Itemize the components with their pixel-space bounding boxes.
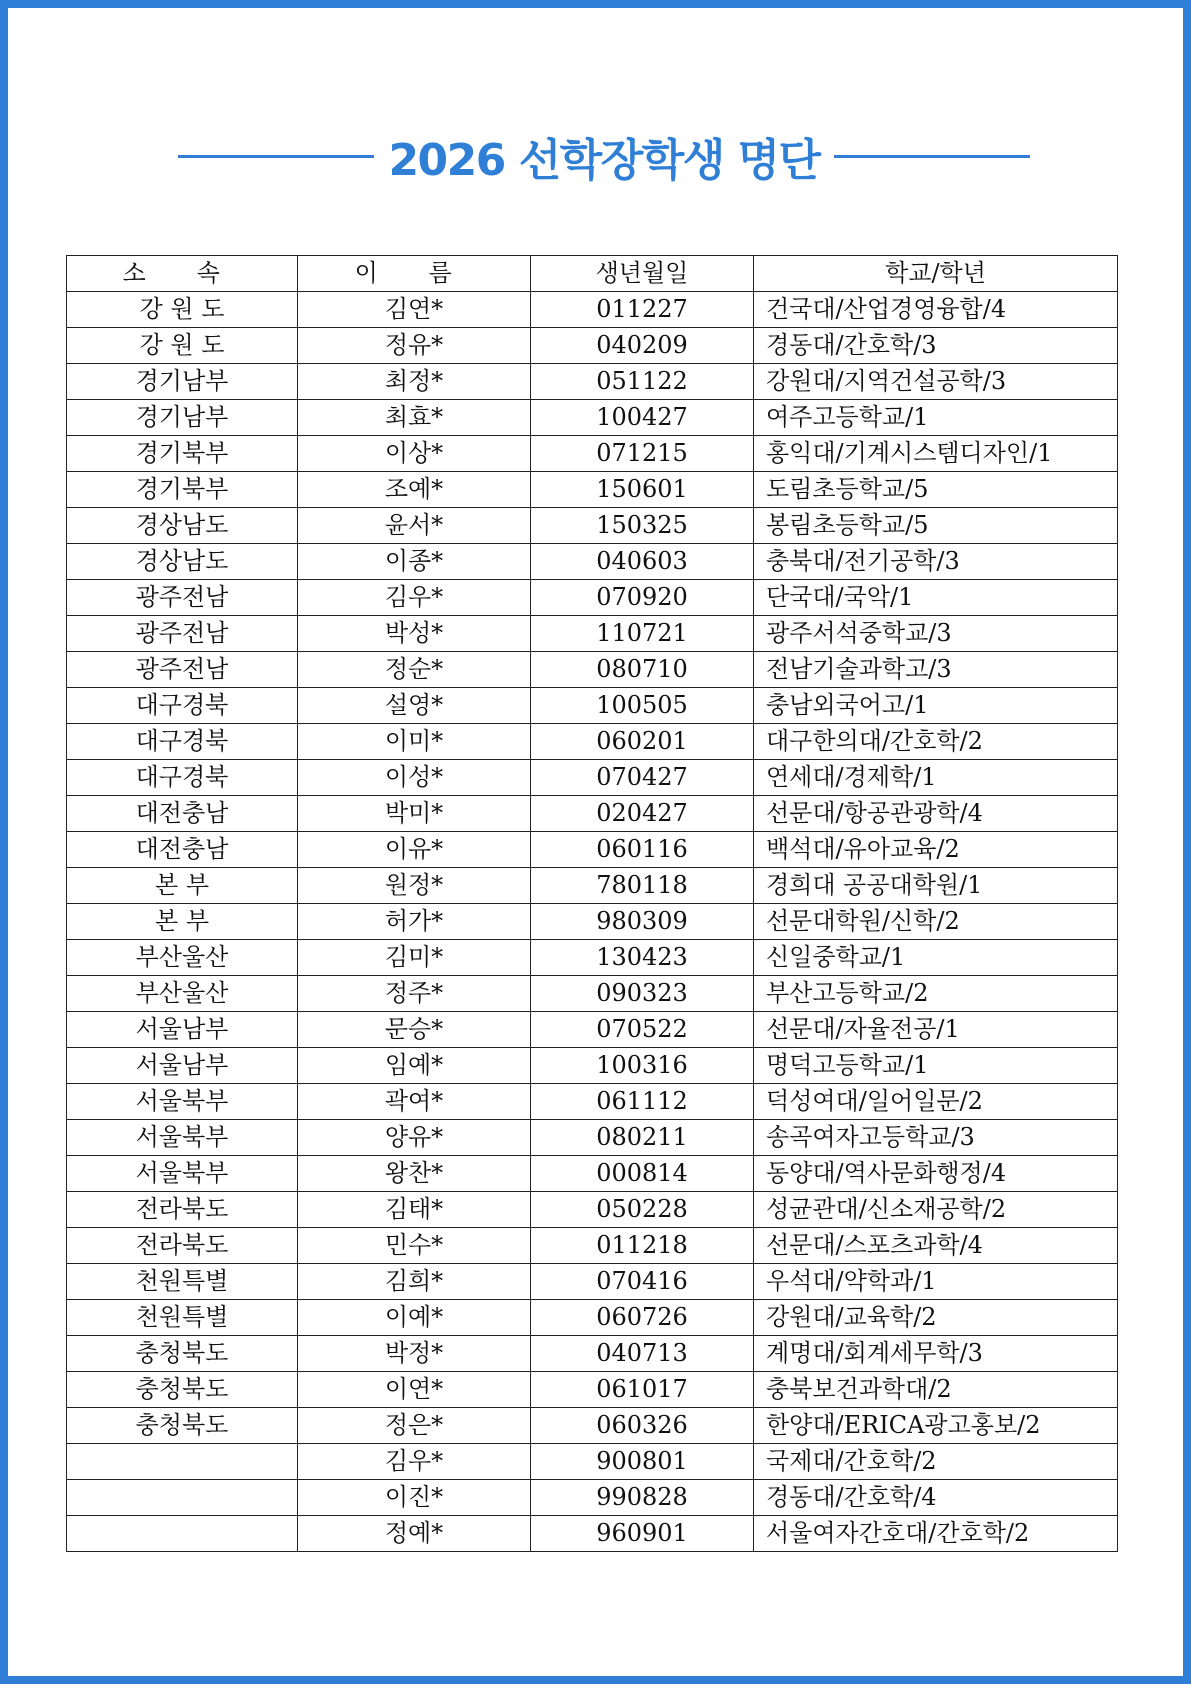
cell-name: 김우* [298,1444,531,1480]
cell-school-grade: 경희대 공공대학원/1 [754,868,1118,904]
table-row [67,1336,1118,1372]
cell-name: 이유* [298,832,531,868]
cell-name: 허가* [298,904,531,940]
cell-affiliation: 서울남부 [67,1048,298,1084]
cell-affiliation: 강 원 도 [67,292,298,328]
cell-school-grade: 부산고등학교/2 [754,976,1118,1012]
cell-affiliation: 대전충남 [67,832,298,868]
cell-school-grade: 덕성여대/일어일문/2 [754,1084,1118,1120]
cell-birthdate: 100505 [531,688,754,724]
cell-affiliation: 광주전남 [67,580,298,616]
cell-birthdate: 960901 [531,1516,754,1552]
cell-name: 김연* [298,292,531,328]
cell-birthdate: 070427 [531,760,754,796]
cell-name: 이연* [298,1372,531,1408]
cell-school-grade: 송곡여자고등학교/3 [754,1120,1118,1156]
table-row [67,724,1118,760]
header-name-label: 이 름 [354,259,474,287]
cell-name: 최효* [298,400,531,436]
cell-affiliation: 천원특별 [67,1300,298,1336]
cell-name: 이성* [298,760,531,796]
cell-birthdate: 061017 [531,1372,754,1408]
cell-affiliation: 천원특별 [67,1264,298,1300]
table-row [67,1048,1118,1084]
cell-school-grade: 강원대/지역건설공학/3 [754,364,1118,400]
cell-affiliation: 대구경북 [67,760,298,796]
cell-name: 민수* [298,1228,531,1264]
cell-name: 박미* [298,796,531,832]
table-row [67,976,1118,1012]
cell-affiliation: 경기북부 [67,472,298,508]
cell-name: 양유* [298,1120,531,1156]
table-row [67,1300,1118,1336]
cell-school-grade: 선문대/항공관광학/4 [754,796,1118,832]
cell-birthdate: 040603 [531,544,754,580]
cell-name: 윤서* [298,508,531,544]
cell-affiliation: 서울북부 [67,1156,298,1192]
header-row [67,256,1118,292]
table-row [67,616,1118,652]
title-rule-right [834,155,1030,158]
cell-affiliation: 경상남도 [67,544,298,580]
cell-name: 곽여* [298,1084,531,1120]
cell-school-grade: 충북보건과학대/2 [754,1372,1118,1408]
cell-affiliation: 전라북도 [67,1192,298,1228]
cell-affiliation: 대구경북 [67,688,298,724]
table-row [67,328,1118,364]
cell-birthdate: 051122 [531,364,754,400]
table-row [67,1408,1118,1444]
header-affiliation-label: 소 속 [122,259,242,287]
cell-name: 정예* [298,1516,531,1552]
table-body [67,292,1118,1552]
table-row [67,868,1118,904]
scholarship-roster-table [66,255,1118,1552]
table-row [67,940,1118,976]
cell-birthdate: 040209 [531,328,754,364]
cell-affiliation: 광주전남 [67,652,298,688]
header-name [298,256,531,292]
cell-name: 정유* [298,328,531,364]
cell-school-grade: 도림초등학교/5 [754,472,1118,508]
table-row [67,652,1118,688]
cell-affiliation: 부산울산 [67,940,298,976]
cell-school-grade: 한양대/ERICA광고홍보/2 [754,1408,1118,1444]
cell-name: 이미* [298,724,531,760]
cell-birthdate: 150601 [531,472,754,508]
cell-birthdate: 011218 [531,1228,754,1264]
cell-school-grade: 연세대/경제학/1 [754,760,1118,796]
cell-affiliation: 경기남부 [67,364,298,400]
cell-school-grade: 계명대/회계세무학/3 [754,1336,1118,1372]
cell-name: 최정* [298,364,531,400]
cell-affiliation: 경기북부 [67,436,298,472]
cell-school-grade: 선문대/스포츠과학/4 [754,1228,1118,1264]
cell-affiliation: 서울북부 [67,1120,298,1156]
cell-affiliation: 서울남부 [67,1012,298,1048]
cell-birthdate: 070920 [531,580,754,616]
table-row [67,436,1118,472]
cell-school-grade: 국제대/간호학/2 [754,1444,1118,1480]
cell-school-grade: 백석대/유아교육/2 [754,832,1118,868]
cell-name: 설영* [298,688,531,724]
cell-affiliation: 서울북부 [67,1084,298,1120]
cell-school-grade: 충북대/전기공학/3 [754,544,1118,580]
cell-name: 이예* [298,1300,531,1336]
cell-affiliation [67,1444,298,1480]
cell-affiliation: 경기남부 [67,400,298,436]
cell-birthdate: 110721 [531,616,754,652]
cell-birthdate: 980309 [531,904,754,940]
cell-school-grade: 경동대/간호학/4 [754,1480,1118,1516]
cell-name: 김희* [298,1264,531,1300]
table-row [67,1084,1118,1120]
table-row [67,544,1118,580]
cell-name: 원정* [298,868,531,904]
cell-birthdate: 780118 [531,868,754,904]
cell-affiliation: 강 원 도 [67,328,298,364]
table-row [67,580,1118,616]
cell-school-grade: 홍익대/기계시스템디자인/1 [754,436,1118,472]
header-birthdate: 생년월일 [531,256,754,292]
cell-school-grade: 여주고등학교/1 [754,400,1118,436]
cell-name: 박성* [298,616,531,652]
header-affiliation [67,256,298,292]
cell-name: 정순* [298,652,531,688]
table-row [67,1192,1118,1228]
table-row [67,832,1118,868]
table-row [67,688,1118,724]
title-rule-left [178,155,374,158]
table-row [67,508,1118,544]
cell-school-grade: 강원대/교육학/2 [754,1300,1118,1336]
cell-affiliation: 경상남도 [67,508,298,544]
cell-affiliation: 부산울산 [67,976,298,1012]
cell-school-grade: 선문대학원/신학/2 [754,904,1118,940]
cell-name: 이상* [298,436,531,472]
cell-affiliation [67,1480,298,1516]
cell-birthdate: 130423 [531,940,754,976]
cell-name: 문승* [298,1012,531,1048]
cell-birthdate: 020427 [531,796,754,832]
cell-birthdate: 060116 [531,832,754,868]
table-row [67,292,1118,328]
table-row [67,1264,1118,1300]
cell-birthdate: 040713 [531,1336,754,1372]
cell-birthdate: 060201 [531,724,754,760]
table-row [67,1480,1118,1516]
table-row [67,1156,1118,1192]
cell-school-grade: 광주서석중학교/3 [754,616,1118,652]
cell-birthdate: 900801 [531,1444,754,1480]
table-row [67,796,1118,832]
cell-birthdate: 080710 [531,652,754,688]
cell-affiliation: 충청북도 [67,1408,298,1444]
cell-birthdate: 080211 [531,1120,754,1156]
cell-name: 이종* [298,544,531,580]
cell-school-grade: 경동대/간호학/3 [754,328,1118,364]
cell-affiliation: 대구경북 [67,724,298,760]
cell-birthdate: 060726 [531,1300,754,1336]
cell-school-grade: 우석대/약학과/1 [754,1264,1118,1300]
table-row [67,904,1118,940]
cell-birthdate: 070522 [531,1012,754,1048]
cell-birthdate: 150325 [531,508,754,544]
cell-affiliation: 충청북도 [67,1336,298,1372]
cell-birthdate: 061112 [531,1084,754,1120]
cell-school-grade: 봉림초등학교/5 [754,508,1118,544]
cell-school-grade: 동양대/역사문화행정/4 [754,1156,1118,1192]
cell-birthdate: 071215 [531,436,754,472]
cell-affiliation: 광주전남 [67,616,298,652]
cell-school-grade: 신일중학교/1 [754,940,1118,976]
cell-birthdate: 090323 [531,976,754,1012]
page-title: 2026 선학장학생 명단 [388,135,820,186]
cell-school-grade: 선문대/자율전공/1 [754,1012,1118,1048]
cell-school-grade: 서울여자간호대/간호학/2 [754,1516,1118,1552]
cell-birthdate: 011227 [531,292,754,328]
cell-affiliation: 충청북도 [67,1372,298,1408]
cell-school-grade: 대구한의대/간호학/2 [754,724,1118,760]
table-row [67,364,1118,400]
table-row [67,1444,1118,1480]
cell-name: 정주* [298,976,531,1012]
cell-school-grade: 건국대/산업경영융합/4 [754,292,1118,328]
table-row [67,1228,1118,1264]
cell-birthdate: 070416 [531,1264,754,1300]
cell-name: 이진* [298,1480,531,1516]
cell-name: 왕찬* [298,1156,531,1192]
cell-birthdate: 990828 [531,1480,754,1516]
cell-name: 조예* [298,472,531,508]
cell-birthdate: 100316 [531,1048,754,1084]
cell-school-grade: 충남외국어고/1 [754,688,1118,724]
table-row [67,1012,1118,1048]
cell-affiliation: 본 부 [67,904,298,940]
table-row [67,1120,1118,1156]
cell-birthdate: 000814 [531,1156,754,1192]
cell-affiliation: 본 부 [67,868,298,904]
cell-school-grade: 성균관대/신소재공학/2 [754,1192,1118,1228]
cell-name: 김우* [298,580,531,616]
table-row [67,760,1118,796]
table-row [67,472,1118,508]
table-row [67,400,1118,436]
cell-birthdate: 060326 [531,1408,754,1444]
cell-name: 정은* [298,1408,531,1444]
cell-name: 김태* [298,1192,531,1228]
cell-affiliation: 전라북도 [67,1228,298,1264]
cell-school-grade: 전남기술과학고/3 [754,652,1118,688]
cell-name: 김미* [298,940,531,976]
table-row [67,1516,1118,1552]
cell-birthdate: 100427 [531,400,754,436]
title-bar [178,126,1030,186]
cell-affiliation [67,1516,298,1552]
table-row [67,1372,1118,1408]
cell-affiliation: 대전충남 [67,796,298,832]
cell-name: 박정* [298,1336,531,1372]
table-header [67,256,1118,292]
cell-school-grade: 명덕고등학교/1 [754,1048,1118,1084]
cell-name: 임예* [298,1048,531,1084]
header-school-grade: 학교/학년 [754,256,1118,292]
cell-school-grade: 단국대/국악/1 [754,580,1118,616]
cell-birthdate: 050228 [531,1192,754,1228]
